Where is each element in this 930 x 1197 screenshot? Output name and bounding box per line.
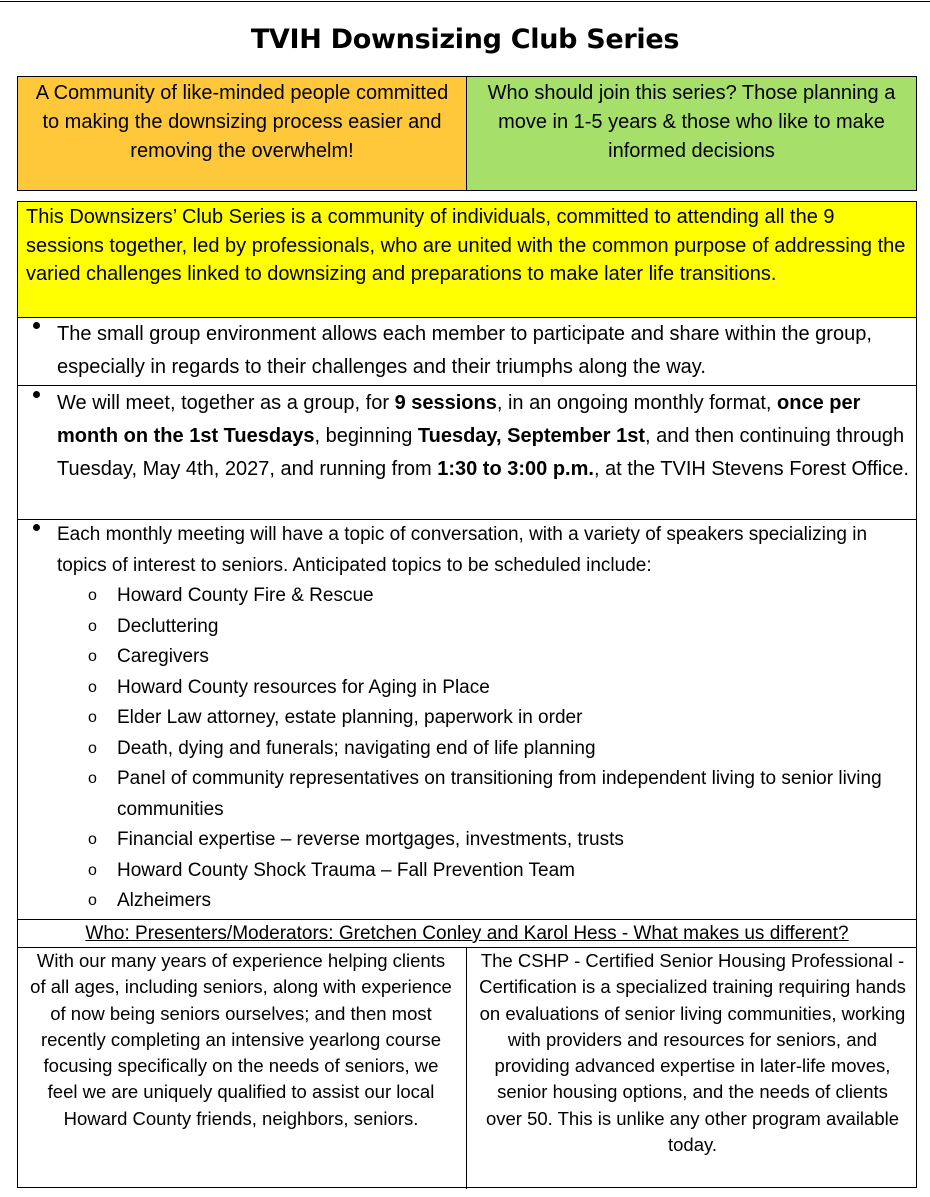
schedule-sessions: 9 sessions [394,392,497,414]
schedule-part: We will meet, together as a group, for [57,392,395,414]
circle-bullet-icon: o [88,770,97,787]
topic-item [78,886,916,917]
who-should-join-box [466,76,917,191]
bullet-small-group [18,318,916,386]
schedule-time: 1:30 to 3:00 p.m. [437,458,594,480]
schedule-part: , and then continuing through Tuesday, May 4th, 2027, and running from [57,425,905,480]
topic-label: Alzheimers [117,890,211,911]
presenters-line: Who: Presenters/Moderators: Gretchen Conley and Karol Hess - What makes us different? [18,920,916,948]
topic-item [78,825,916,856]
circle-bullet-icon: o [88,831,97,848]
topic-item [78,642,916,673]
topic-label: Howard County resources for Aging in Place [117,676,490,698]
community-box [17,76,467,191]
community-text: A Community of like-minded people committed to making the downsizing process easier and removing the overwhelm! [35,82,449,162]
bullet-icon [26,520,46,536]
bullet-topics [18,520,916,920]
circle-bullet-icon: o [88,709,97,726]
cshp-text: The CSHP - Certified Senior Housing Professional - Certification is a specialized training requiring hands on evaluations of senior living communities, working with providers and resources for seniors, and providing advanced expertise in later-life moves, senior housing options, and the needs of clients over 50. This is unlike any other program available today. [479,950,906,1156]
experience-text: With our many years of experience helping clients of all ages, including seniors, along with experience of now being seniors ourselves; and then most recently completing an intensive yearlong course focusing specifically on the needs of seniors, we feel we are uniquely qualified to assist our local Howard County friends, neighbors, seniors. [18,948,467,1189]
topic-label: Howard County Shock Trauma – Fall Prevention Team [117,859,575,881]
circle-bullet-icon: o [88,587,97,604]
series-description: This Downsizers’ Club Series is a community of individuals, committed to attending all the 9 sessions together, led by professionals, who are united with the common purpose of addressing the varied challenges linked to downsizing and preparations to make later life transitions. [18,202,916,318]
bullet-text: The small group environment allows each member to participate and share within the group, especially in regards to their challenges and their triumphs along the way. [57,323,872,378]
topic-item [78,673,916,704]
circle-bullet-icon: o [88,861,97,879]
schedule-part: , at the TVIH Stevens Forest Office. [593,458,909,480]
topic-label: Howard County Fire & Rescue [117,585,374,606]
main-table [17,201,917,1188]
differentiators [18,948,916,1189]
schedule-text [57,387,910,486]
circle-bullet-icon: o [88,617,97,635]
schedule-start-date: Tuesday, September 1st [417,425,645,447]
topic-label: Caregivers [117,646,209,667]
topic-label: Elder Law attorney, estate planning, paperwork in order [117,707,583,728]
topic-label: Financial expertise – reverse mortgages, investments, trusts [117,829,624,850]
topic-label: Death, dying and funerals; navigating end of life planning [117,737,596,759]
bullet-icon [26,387,46,403]
topic-item [78,764,916,825]
topic-item [78,734,916,765]
circle-bullet-icon: o [88,648,97,665]
topic-label: Panel of community representatives on transitioning from independent living to senior living communities [117,768,882,820]
circle-bullet-icon: o [88,739,97,757]
bullet-schedule [18,386,916,520]
schedule-part: , in an ongoing monthly format, [496,392,778,414]
schedule-frequency: once per month on the 1st Tuesdays [57,392,861,447]
topic-label: Decluttering [117,615,219,637]
who-should-join-text: Who should join this series? Those planning a move in 1-5 years & those who like to make informed decisions [487,82,896,162]
topic-item [78,703,916,734]
schedule-part: , beginning [314,425,418,447]
bullet-icon [26,318,46,334]
topic-item [78,581,916,612]
topic-list [18,581,916,917]
circle-bullet-icon: o [88,678,97,696]
topic-item [78,856,916,887]
topic-item [78,612,916,643]
top-rule [0,1,930,2]
circle-bullet-icon: o [88,892,97,909]
topics-intro: Each monthly meeting will have a topic of conversation, with a variety of speakers specializing in topics of interest to seniors. Anticipated topics to be scheduled include: [57,524,868,576]
page-title: TVIH Downsizing Club Series [250,24,680,55]
